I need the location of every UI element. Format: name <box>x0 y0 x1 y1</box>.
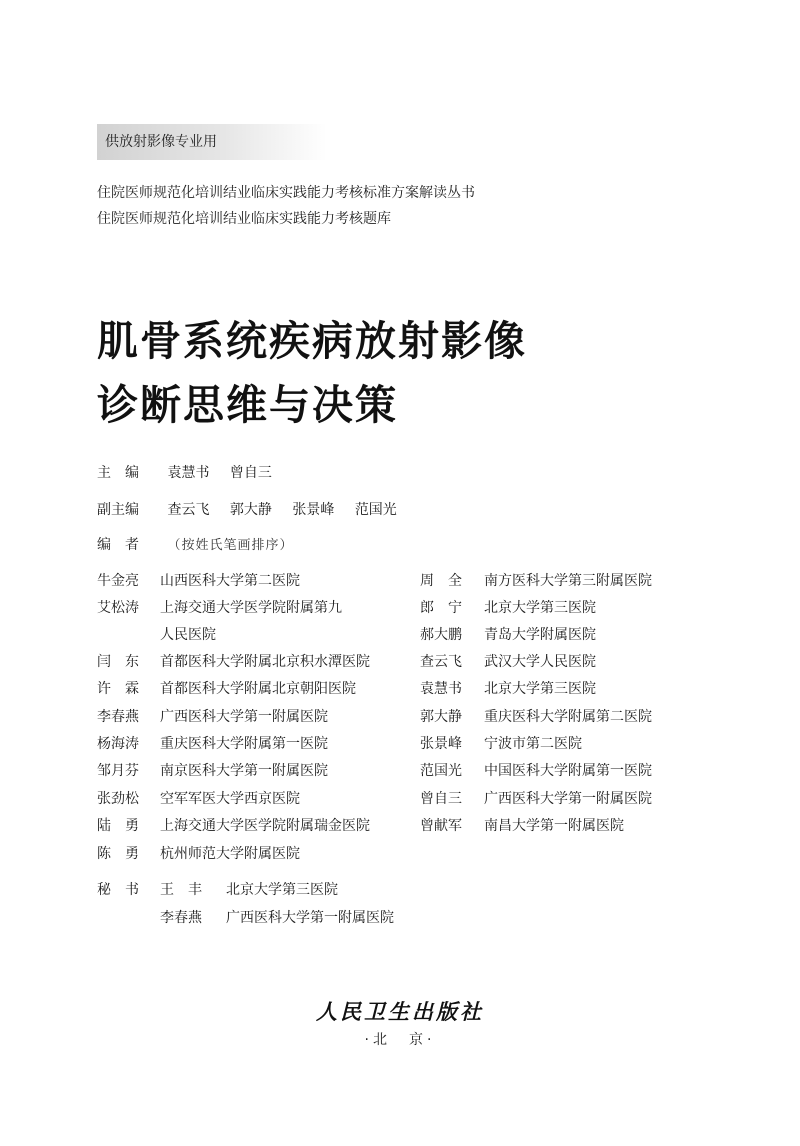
editor-name: 张劲松 <box>97 791 139 807</box>
editor-name: 郭大静 <box>420 709 462 725</box>
editor-name: 曾献军 <box>420 818 462 834</box>
editors-order-note: （按姓氏笔画排序） <box>167 538 294 553</box>
book-title-line-2: 诊断思维与决策 <box>97 381 398 429</box>
chief-editor-row <box>97 462 288 482</box>
series-title-2: 住院医师规范化培训结业临床实践能力考核题库 <box>97 211 391 227</box>
editor-name: 李春燕 <box>97 709 139 725</box>
chief-editor-role: 主 编 <box>97 465 139 481</box>
editor-institution: 中国医科大学附属第一医院 <box>484 763 652 779</box>
editor-institution: 青岛大学附属医院 <box>484 627 596 643</box>
editor-name: 陆 勇 <box>97 818 139 834</box>
deputy-editor-name: 郭大静 <box>229 502 272 518</box>
editor-name: 曾自三 <box>420 791 462 807</box>
editor-name: 张景峰 <box>420 736 462 752</box>
book-title-line-1: 肌骨系统疾病放射影像 <box>97 317 527 365</box>
editor-institution: 南京医科大学第一附属医院 <box>160 763 328 779</box>
editor-institution: 北京大学第三医院 <box>484 600 596 616</box>
secretary-role: 秘 书 <box>97 882 139 898</box>
editor-institution: 南昌大学第一附属医院 <box>484 818 624 834</box>
editor-name: 郝大鹏 <box>420 627 462 643</box>
editor-name: 闫 东 <box>97 654 139 670</box>
editor-name: 牛金亮 <box>97 573 139 589</box>
chief-editor-name: 袁慧书 <box>167 465 210 481</box>
deputy-editor-name: 查云飞 <box>167 502 210 518</box>
editor-institution: 空军军医大学西京医院 <box>160 791 300 807</box>
editor-name: 袁慧书 <box>420 681 462 697</box>
editor-institution: 上海交通大学医学院附属第九 <box>160 600 342 616</box>
publisher-logo: 人民卫生出版社 <box>316 999 484 1024</box>
editor-name: 查云飞 <box>420 654 462 670</box>
usage-tag: 供放射影像专业用 <box>97 124 327 160</box>
editor-institution: 宁波市第二医院 <box>484 736 582 752</box>
editor-name: 郎 宁 <box>420 600 462 616</box>
editor-institution: 山西医科大学第二医院 <box>160 573 300 589</box>
editor-name: 杨海涛 <box>97 736 139 752</box>
editor-institution: 人民医院 <box>160 627 216 643</box>
editor-name: 许 霖 <box>97 681 139 697</box>
publisher-city: ·北 京· <box>364 1032 436 1048</box>
editor-name: 范国光 <box>420 763 462 779</box>
secretary-name: 王 丰 <box>160 882 202 898</box>
editor-name: 邹月芬 <box>97 763 139 779</box>
editor-name: 艾松涛 <box>97 600 139 616</box>
editors-label-row <box>97 534 293 554</box>
editors-role: 编 者 <box>97 537 139 553</box>
chief-editor-name: 曾自三 <box>229 465 272 481</box>
deputy-editor-name: 范国光 <box>354 502 397 518</box>
deputy-editor-row <box>97 499 413 519</box>
editor-institution: 重庆医科大学附属第二医院 <box>484 709 652 725</box>
editor-institution: 广西医科大学第一附属医院 <box>160 709 328 725</box>
editor-institution: 南方医科大学第三附属医院 <box>484 573 652 589</box>
secretary-institution: 北京大学第三医院 <box>226 882 338 898</box>
editor-institution: 北京大学第三医院 <box>484 681 596 697</box>
editor-name: 陈 勇 <box>97 846 139 862</box>
editor-institution: 重庆医科大学附属第一医院 <box>160 736 328 752</box>
editor-institution: 武汉大学人民医院 <box>484 654 596 670</box>
secretary-name: 李春燕 <box>160 910 202 926</box>
editor-institution: 广西医科大学第一附属医院 <box>484 791 652 807</box>
secretary-institution: 广西医科大学第一附属医院 <box>226 910 394 926</box>
editor-institution: 首都医科大学附属北京积水潭医院 <box>160 654 370 670</box>
series-title-1: 住院医师规范化培训结业临床实践能力考核标准方案解读丛书 <box>97 185 475 201</box>
editor-name: 周 全 <box>420 573 462 589</box>
editor-institution: 杭州师范大学附属医院 <box>160 846 300 862</box>
editor-institution: 首都医科大学附属北京朝阳医院 <box>160 681 356 697</box>
editor-institution: 上海交通大学医学院附属瑞金医院 <box>160 818 370 834</box>
deputy-editor-name: 张景峰 <box>292 502 335 518</box>
deputy-editor-role: 副主编 <box>97 502 139 518</box>
